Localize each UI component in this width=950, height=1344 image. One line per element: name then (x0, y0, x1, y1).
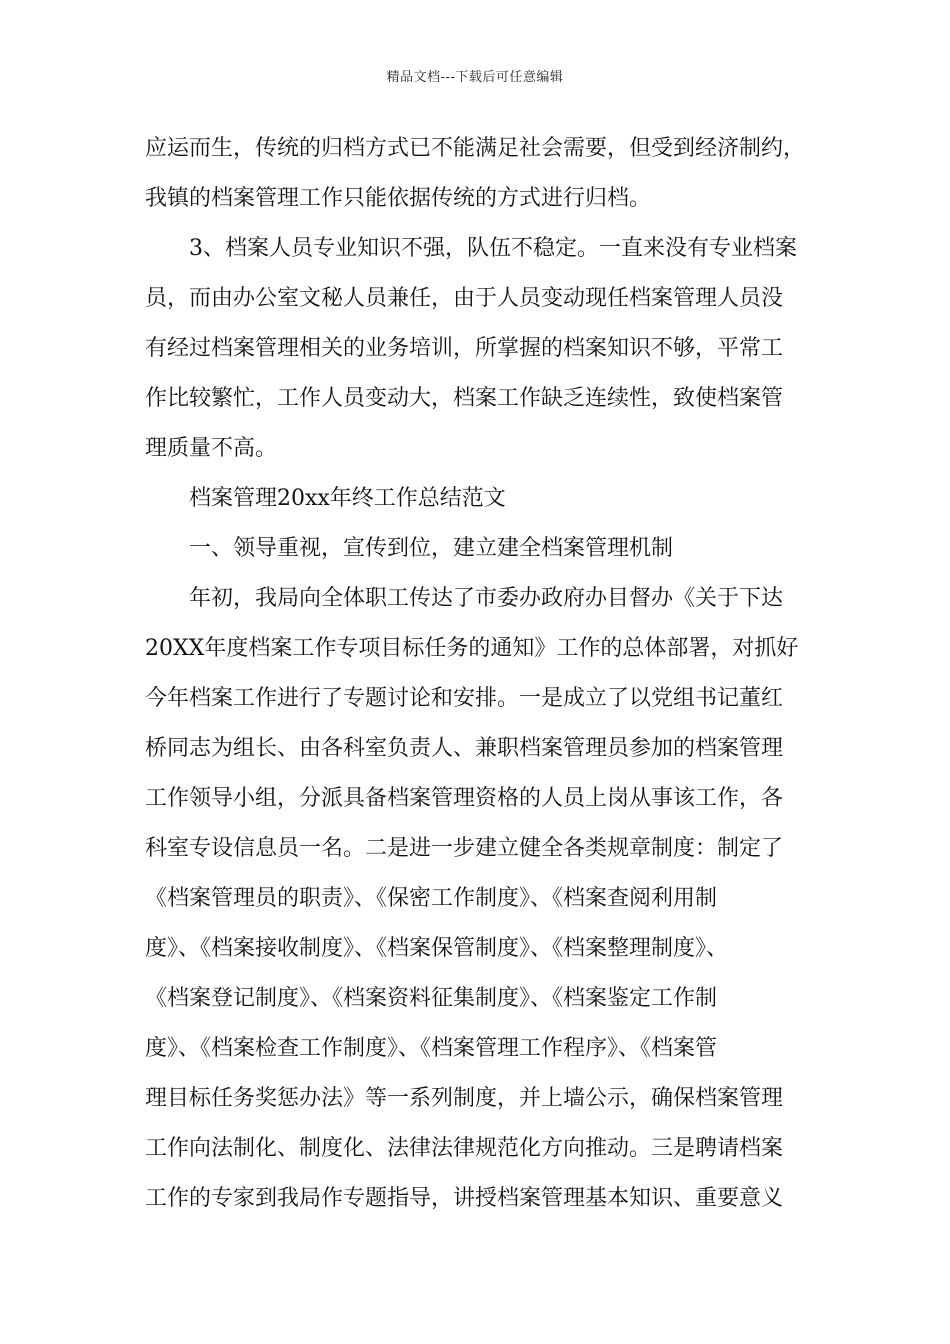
text-line: 理质量不高。 (145, 436, 278, 461)
document-body (145, 131, 820, 1231)
text-line: 今年档案工作进行了专题讨论和安排。一是成立了以党组书记董红 (145, 686, 784, 711)
section-title: 档案管理20xx年终工作总结范文 (189, 486, 506, 511)
text-line: 度》、《档案接收制度》、《档案保管制度》、《档案整理制度》、 (145, 936, 729, 961)
text-line: 《档案管理员的职责》、《保密工作制度》、《档案查阅利用制 (145, 886, 718, 911)
text-line: 工作向法制化、制度化、法律法律规范化方向推动。三是聘请档案 (145, 1136, 784, 1161)
text-line: 度》、《档案检查工作制度》、《档案管理工作程序》、《档案管 (145, 1036, 718, 1061)
paragraph-start-line: 3、档案人员专业知识不强，队伍不稳定。一直来没有专业档案 (189, 236, 797, 261)
page-header: 精品文档---下载后可任意编辑 (386, 70, 564, 85)
text-line: 科室专设信息员一名。二是进一步建立健全各类规章制度：制定了 (145, 836, 784, 861)
section-heading: 一、领导重视，宣传到位，建立建全档案管理机制 (189, 536, 674, 561)
text-line: 桥同志为组长、由各科室负责人、兼职档案管理员参加的档案管理 (145, 736, 784, 761)
text-line: 我镇的档案管理工作只能依据传统的方式进行归档。 (145, 186, 652, 211)
text-line: 作比较繁忙，工作人员变动大，档案工作缺乏连续性，致使档案管 (145, 386, 784, 411)
text-line: 员，而由办公室文秘人员兼任，由于人员变动现任档案管理人员没 (145, 286, 784, 311)
text-line: 应运而生，传统的归档方式已不能满足社会需要，但受到经济制约， (145, 136, 806, 161)
text-line: 理目标任务奖惩办法》等一系列制度，并上墙公示，确保档案管理 (145, 1086, 784, 1111)
text-line: 工作领导小组，分派具备档案管理资格的人员上岗从事该工作，各 (145, 786, 784, 811)
text-line: 工作的专家到我局作专题指导，讲授档案管理基本知识、重要意义 (145, 1186, 784, 1211)
text-line: 《档案登记制度》、《档案资料征集制度》、《档案鉴定工作制 (145, 986, 718, 1011)
text-line: 20XX年度档案工作专项目标任务的通知》工作的总体部署，对抓好 (145, 636, 799, 661)
paragraph-start-line: 年初，我局向全体职工传达了市委办政府办目督办《关于下达 (189, 586, 784, 611)
text-line: 有经过档案管理相关的业务培训，所掌握的档案知识不够，平常工 (145, 336, 784, 361)
